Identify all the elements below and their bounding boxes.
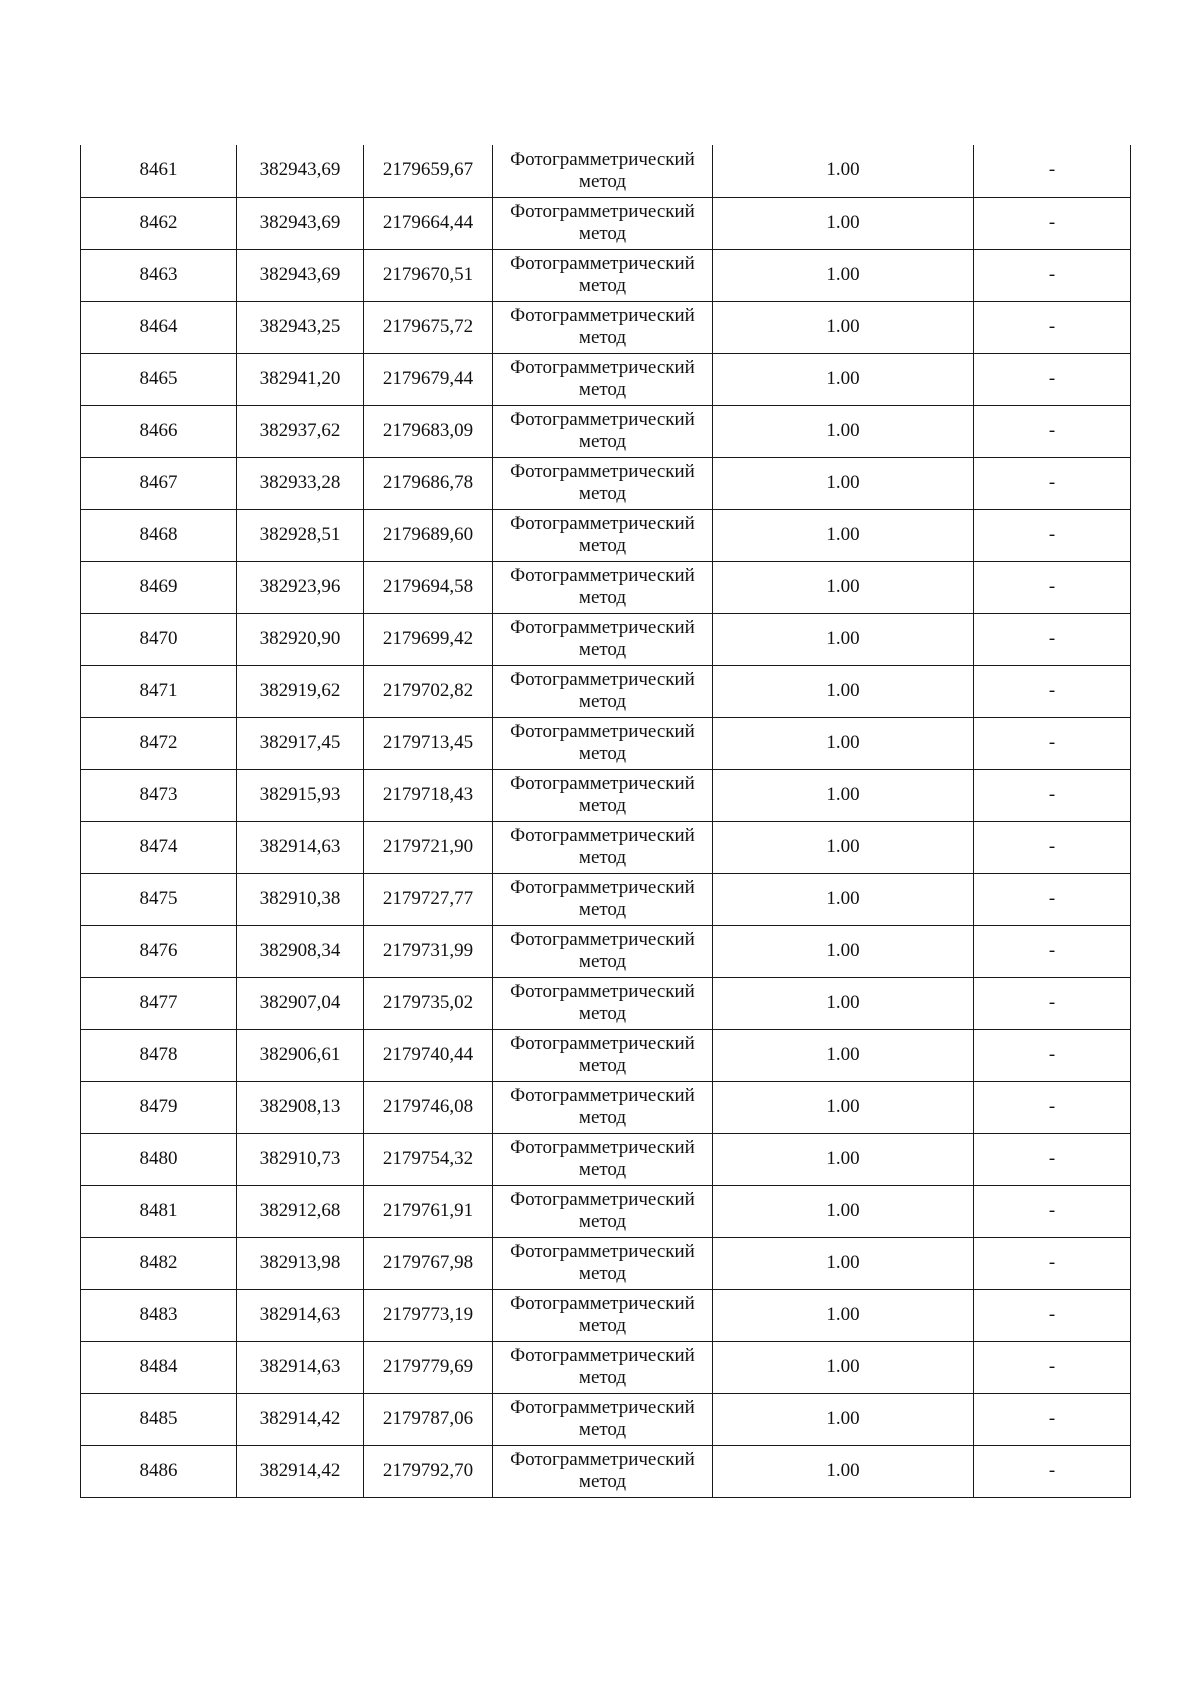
accuracy-cell: 1.00 (713, 1081, 974, 1133)
table-row (81, 561, 1131, 613)
accuracy-cell: 1.00 (713, 977, 974, 1029)
y-coordinate-cell: 2179727,77 (364, 873, 493, 925)
point-number-cell: 8468 (81, 509, 237, 561)
note-cell: - (974, 457, 1131, 509)
method-cell (493, 197, 713, 249)
table-row (81, 1133, 1131, 1185)
method-line2: метод (578, 170, 627, 192)
point-number-cell: 8464 (81, 301, 237, 353)
method-line1: Фотограмметрический (510, 721, 695, 742)
point-number-cell: 8478 (81, 1029, 237, 1081)
x-coordinate-cell: 382943,69 (237, 197, 364, 249)
x-coordinate-cell: 382920,90 (237, 613, 364, 665)
method-line1: Фотограмметрический (510, 1449, 695, 1470)
table-row (81, 1445, 1131, 1497)
accuracy-cell: 1.00 (713, 405, 974, 457)
method-cell (493, 301, 713, 353)
method-line2: метод (578, 691, 627, 712)
x-coordinate-cell: 382923,96 (237, 561, 364, 613)
note-cell: - (974, 1393, 1131, 1445)
table-row (81, 821, 1131, 873)
note-cell: - (974, 873, 1131, 925)
y-coordinate-cell: 2179754,32 (364, 1133, 493, 1185)
y-coordinate-cell: 2179746,08 (364, 1081, 493, 1133)
x-coordinate-cell: 382907,04 (237, 977, 364, 1029)
table-row (81, 457, 1131, 509)
method-line1: Фотограмметрический (510, 1345, 695, 1366)
point-number-cell: 8482 (81, 1237, 237, 1289)
note-cell: - (974, 821, 1131, 873)
method-line1: Фотограмметрический (510, 461, 695, 482)
accuracy-cell: 1.00 (713, 1445, 974, 1497)
accuracy-cell: 1.00 (713, 613, 974, 665)
x-coordinate-cell: 382914,42 (237, 1445, 364, 1497)
method-line2: метод (578, 1367, 627, 1388)
point-number-cell: 8481 (81, 1185, 237, 1237)
y-coordinate-cell: 2179689,60 (364, 509, 493, 561)
y-coordinate-cell: 2179787,06 (364, 1393, 493, 1445)
method-cell (493, 509, 713, 561)
x-coordinate-cell: 382914,63 (237, 1341, 364, 1393)
method-cell (493, 1133, 713, 1185)
point-number-cell: 8463 (81, 249, 237, 301)
point-number-cell: 8483 (81, 1289, 237, 1341)
table-row (81, 405, 1131, 457)
y-coordinate-cell: 2179779,69 (364, 1341, 493, 1393)
method-cell (493, 1029, 713, 1081)
method-line2: метод (578, 1263, 627, 1284)
method-line2: метод (578, 899, 627, 920)
accuracy-cell: 1.00 (713, 1393, 974, 1445)
note-cell: - (974, 301, 1131, 353)
x-coordinate-cell: 382914,63 (237, 1289, 364, 1341)
note-cell: - (974, 1341, 1131, 1393)
method-line1: Фотограмметрический (510, 1085, 695, 1106)
point-number-cell: 8461 (81, 145, 237, 197)
method-cell (493, 145, 713, 197)
method-line2: метод (578, 223, 627, 244)
table-row (81, 1081, 1131, 1133)
table-row (81, 1029, 1131, 1081)
note-cell: - (974, 509, 1131, 561)
method-line1: Фотограмметрический (510, 148, 695, 170)
method-cell (493, 665, 713, 717)
table-row (81, 1289, 1131, 1341)
x-coordinate-cell: 382928,51 (237, 509, 364, 561)
accuracy-cell: 1.00 (713, 353, 974, 405)
accuracy-cell: 1.00 (713, 197, 974, 249)
accuracy-cell: 1.00 (713, 249, 974, 301)
method-line2: метод (578, 379, 627, 400)
y-coordinate-cell: 2179731,99 (364, 925, 493, 977)
method-line2: метод (578, 1315, 627, 1336)
point-number-cell: 8485 (81, 1393, 237, 1445)
table-row (81, 145, 1131, 197)
x-coordinate-cell: 382910,38 (237, 873, 364, 925)
x-coordinate-cell: 382913,98 (237, 1237, 364, 1289)
x-coordinate-cell: 382914,63 (237, 821, 364, 873)
point-number-cell: 8486 (81, 1445, 237, 1497)
accuracy-cell: 1.00 (713, 1029, 974, 1081)
point-number-cell: 8471 (81, 665, 237, 717)
method-line1: Фотограмметрический (510, 825, 695, 846)
method-cell (493, 925, 713, 977)
x-coordinate-cell: 382933,28 (237, 457, 364, 509)
point-number-cell: 8477 (81, 977, 237, 1029)
y-coordinate-cell: 2179721,90 (364, 821, 493, 873)
method-line1: Фотограмметрический (510, 513, 695, 534)
method-line1: Фотограмметрический (510, 877, 695, 898)
method-line2: метод (578, 1159, 627, 1180)
point-number-cell: 8467 (81, 457, 237, 509)
method-cell (493, 1185, 713, 1237)
method-cell (493, 405, 713, 457)
table-row (81, 1341, 1131, 1393)
y-coordinate-cell: 2179702,82 (364, 665, 493, 717)
point-number-cell: 8465 (81, 353, 237, 405)
method-line1: Фотограмметрический (510, 565, 695, 586)
method-cell (493, 457, 713, 509)
y-coordinate-cell: 2179675,72 (364, 301, 493, 353)
x-coordinate-cell: 382919,62 (237, 665, 364, 717)
note-cell: - (974, 1029, 1131, 1081)
point-number-cell: 8480 (81, 1133, 237, 1185)
note-cell: - (974, 353, 1131, 405)
method-line1: Фотограмметрический (510, 1397, 695, 1418)
method-line2: метод (578, 1211, 627, 1232)
method-line1: Фотограмметрический (510, 409, 695, 430)
y-coordinate-cell: 2179761,91 (364, 1185, 493, 1237)
method-line2: метод (578, 951, 627, 972)
method-cell (493, 249, 713, 301)
method-line2: метод (578, 1471, 627, 1492)
method-cell (493, 977, 713, 1029)
note-cell: - (974, 1185, 1131, 1237)
point-number-cell: 8474 (81, 821, 237, 873)
method-line2: метод (578, 1003, 627, 1024)
method-line2: метод (578, 795, 627, 816)
method-line2: метод (578, 431, 627, 452)
accuracy-cell: 1.00 (713, 561, 974, 613)
point-number-cell: 8470 (81, 613, 237, 665)
point-number-cell: 8466 (81, 405, 237, 457)
x-coordinate-cell: 382910,73 (237, 1133, 364, 1185)
accuracy-cell: 1.00 (713, 925, 974, 977)
accuracy-cell: 1.00 (713, 301, 974, 353)
y-coordinate-cell: 2179773,19 (364, 1289, 493, 1341)
table-row (81, 353, 1131, 405)
method-cell (493, 717, 713, 769)
accuracy-cell: 1.00 (713, 873, 974, 925)
note-cell: - (974, 613, 1131, 665)
method-cell (493, 1289, 713, 1341)
note-cell: - (974, 1445, 1131, 1497)
note-cell: - (974, 769, 1131, 821)
x-coordinate-cell: 382943,69 (237, 145, 364, 197)
x-coordinate-cell: 382943,69 (237, 249, 364, 301)
note-cell: - (974, 925, 1131, 977)
y-coordinate-cell: 2179740,44 (364, 1029, 493, 1081)
table-row (81, 873, 1131, 925)
accuracy-cell: 1.00 (713, 769, 974, 821)
point-number-cell: 8473 (81, 769, 237, 821)
table-row (81, 249, 1131, 301)
point-number-cell: 8472 (81, 717, 237, 769)
accuracy-cell: 1.00 (713, 1289, 974, 1341)
note-cell: - (974, 197, 1131, 249)
note-cell: - (974, 717, 1131, 769)
method-line1: Фотограмметрический (510, 617, 695, 638)
x-coordinate-cell: 382915,93 (237, 769, 364, 821)
method-cell (493, 561, 713, 613)
y-coordinate-cell: 2179686,78 (364, 457, 493, 509)
method-line1: Фотограмметрический (510, 981, 695, 1002)
method-line2: метод (578, 1055, 627, 1076)
method-line2: метод (578, 587, 627, 608)
accuracy-cell: 1.00 (713, 665, 974, 717)
method-cell (493, 821, 713, 873)
x-coordinate-cell: 382914,42 (237, 1393, 364, 1445)
note-cell: - (974, 665, 1131, 717)
y-coordinate-cell: 2179718,43 (364, 769, 493, 821)
accuracy-cell: 1.00 (713, 457, 974, 509)
method-line2: метод (578, 327, 627, 348)
method-line2: метод (578, 639, 627, 660)
coordinates-table-body (81, 145, 1131, 1497)
method-line1: Фотограмметрический (510, 773, 695, 794)
point-number-cell: 8462 (81, 197, 237, 249)
note-cell: - (974, 561, 1131, 613)
accuracy-cell: 1.00 (713, 1133, 974, 1185)
note-cell: - (974, 1289, 1131, 1341)
method-cell (493, 1081, 713, 1133)
table-row (81, 1185, 1131, 1237)
y-coordinate-cell: 2179683,09 (364, 405, 493, 457)
method-cell (493, 769, 713, 821)
table-row (81, 769, 1131, 821)
method-line1: Фотограмметрический (510, 201, 695, 222)
table-row (81, 197, 1131, 249)
table-row (81, 1237, 1131, 1289)
method-line1: Фотограмметрический (510, 253, 695, 274)
x-coordinate-cell: 382941,20 (237, 353, 364, 405)
note-cell: - (974, 405, 1131, 457)
method-cell (493, 1445, 713, 1497)
method-cell (493, 1341, 713, 1393)
x-coordinate-cell: 382912,68 (237, 1185, 364, 1237)
y-coordinate-cell: 2179679,44 (364, 353, 493, 405)
table-row (81, 613, 1131, 665)
method-line1: Фотограмметрический (510, 1033, 695, 1054)
method-line2: метод (578, 847, 627, 868)
method-line1: Фотограмметрический (510, 1137, 695, 1158)
x-coordinate-cell: 382908,13 (237, 1081, 364, 1133)
x-coordinate-cell: 382943,25 (237, 301, 364, 353)
point-number-cell: 8484 (81, 1341, 237, 1393)
x-coordinate-cell: 382937,62 (237, 405, 364, 457)
y-coordinate-cell: 2179694,58 (364, 561, 493, 613)
note-cell: - (974, 145, 1131, 197)
x-coordinate-cell: 382917,45 (237, 717, 364, 769)
note-cell: - (974, 1081, 1131, 1133)
accuracy-cell: 1.00 (713, 1185, 974, 1237)
x-coordinate-cell: 382908,34 (237, 925, 364, 977)
method-cell (493, 1237, 713, 1289)
note-cell: - (974, 249, 1131, 301)
method-line2: метод (578, 1107, 627, 1128)
method-line1: Фотограмметрический (510, 1189, 695, 1210)
table-row (81, 1393, 1131, 1445)
y-coordinate-cell: 2179767,98 (364, 1237, 493, 1289)
method-line2: метод (578, 483, 627, 504)
y-coordinate-cell: 2179670,51 (364, 249, 493, 301)
method-line1: Фотограмметрический (510, 1241, 695, 1262)
accuracy-cell: 1.00 (713, 145, 974, 197)
y-coordinate-cell: 2179659,67 (364, 145, 493, 197)
method-line2: метод (578, 275, 627, 296)
accuracy-cell: 1.00 (713, 1237, 974, 1289)
method-line1: Фотограмметрический (510, 929, 695, 950)
accuracy-cell: 1.00 (713, 821, 974, 873)
table-row (81, 977, 1131, 1029)
point-number-cell: 8469 (81, 561, 237, 613)
y-coordinate-cell: 2179664,44 (364, 197, 493, 249)
method-cell (493, 613, 713, 665)
method-cell (493, 1393, 713, 1445)
point-number-cell: 8475 (81, 873, 237, 925)
table-row (81, 509, 1131, 561)
y-coordinate-cell: 2179699,42 (364, 613, 493, 665)
accuracy-cell: 1.00 (713, 717, 974, 769)
note-cell: - (974, 1237, 1131, 1289)
table-row (81, 717, 1131, 769)
note-cell: - (974, 977, 1131, 1029)
accuracy-cell: 1.00 (713, 1341, 974, 1393)
method-line2: метод (578, 535, 627, 556)
table-row (81, 665, 1131, 717)
point-number-cell: 8479 (81, 1081, 237, 1133)
table-row (81, 925, 1131, 977)
method-line1: Фотограмметрический (510, 669, 695, 690)
note-cell: - (974, 1133, 1131, 1185)
y-coordinate-cell: 2179792,70 (364, 1445, 493, 1497)
table-row (81, 301, 1131, 353)
method-line1: Фотограмметрический (510, 357, 695, 378)
coordinates-table (80, 145, 1131, 1498)
method-line2: метод (578, 1419, 627, 1440)
y-coordinate-cell: 2179713,45 (364, 717, 493, 769)
x-coordinate-cell: 382906,61 (237, 1029, 364, 1081)
point-number-cell: 8476 (81, 925, 237, 977)
method-line1: Фотограмметрический (510, 1293, 695, 1314)
method-line2: метод (578, 743, 627, 764)
method-line1: Фотограмметрический (510, 305, 695, 326)
method-cell (493, 873, 713, 925)
accuracy-cell: 1.00 (713, 509, 974, 561)
y-coordinate-cell: 2179735,02 (364, 977, 493, 1029)
method-cell (493, 353, 713, 405)
